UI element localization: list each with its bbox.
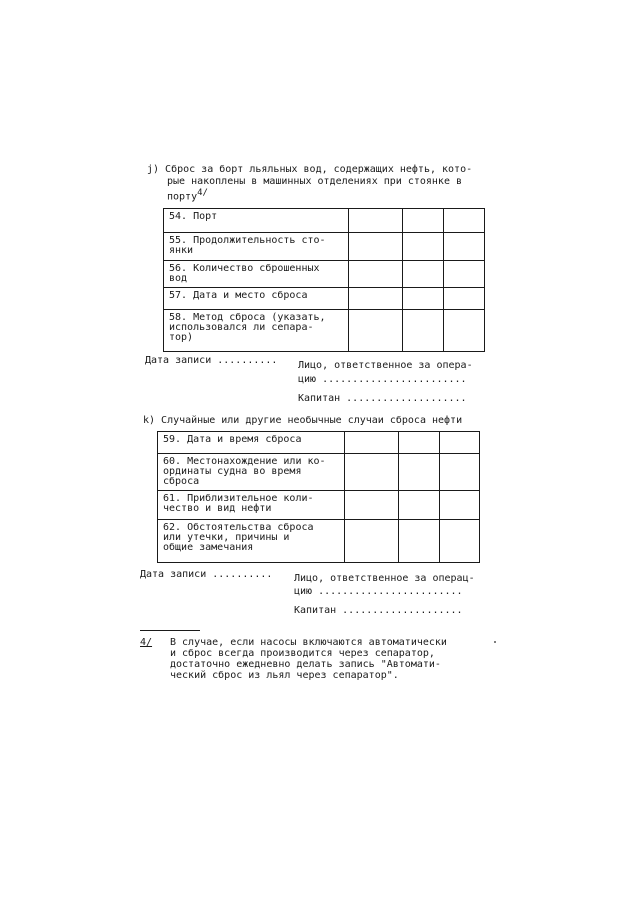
entry-cell[interactable] bbox=[348, 233, 403, 261]
entry-cell[interactable] bbox=[403, 310, 444, 352]
entry-cell[interactable] bbox=[444, 233, 485, 261]
entry-cell[interactable] bbox=[440, 432, 480, 454]
section-k-heading: k) Случайные или другие необычные случаи сброса нефти bbox=[143, 415, 463, 426]
entry-cell[interactable] bbox=[344, 491, 399, 520]
section-j-heading-line1: j) Сброс за борт льяльных вод, содержащих нефть, кото- bbox=[147, 164, 473, 175]
entry-cell[interactable] bbox=[348, 310, 403, 352]
entry-cell[interactable] bbox=[399, 491, 440, 520]
section-j-table bbox=[163, 208, 485, 352]
section-j-heading-line3 bbox=[167, 188, 208, 202]
entry-cell[interactable] bbox=[444, 288, 485, 310]
entry-cell[interactable] bbox=[444, 209, 485, 233]
table-row bbox=[158, 432, 480, 454]
table-row bbox=[158, 454, 480, 491]
entry-cell[interactable] bbox=[403, 261, 444, 288]
entry-cell[interactable] bbox=[348, 209, 403, 233]
responsible-person-k-line1: Лицо, ответственное за операц- bbox=[294, 573, 475, 584]
table-row bbox=[158, 520, 480, 563]
record-date-k: Дата записи .......... bbox=[140, 569, 273, 580]
entry-cell[interactable] bbox=[344, 454, 399, 491]
entry-cell[interactable] bbox=[440, 454, 480, 491]
footnote-reference: 4/ bbox=[197, 188, 208, 198]
row-label-60: 60. Местонахождение или ко- ординаты судна во время сброса bbox=[158, 454, 345, 491]
entry-cell[interactable] bbox=[399, 454, 440, 491]
table-row bbox=[158, 491, 480, 520]
row-label-56: 56. Количество сброшенных вод bbox=[164, 261, 349, 288]
entry-cell[interactable] bbox=[399, 520, 440, 563]
row-label-61: 61. Приблизительное коли- чество и вид нефти bbox=[158, 491, 345, 520]
entry-cell[interactable] bbox=[440, 520, 480, 563]
table-row bbox=[164, 209, 485, 233]
scan-speck bbox=[494, 641, 496, 643]
responsible-person-k-line2: цию ........................ bbox=[294, 586, 463, 597]
entry-cell[interactable] bbox=[399, 432, 440, 454]
footnote-separator bbox=[140, 630, 200, 631]
entry-cell[interactable] bbox=[440, 491, 480, 520]
captain-signature-k: Капитан .................... bbox=[294, 605, 463, 616]
entry-cell[interactable] bbox=[344, 432, 399, 454]
footnote-marker: 4/ bbox=[140, 637, 153, 648]
table-row bbox=[164, 233, 485, 261]
row-label-58: 58. Метод сброса (указать, использовался ли сепара- тор) bbox=[164, 310, 349, 352]
entry-cell[interactable] bbox=[403, 233, 444, 261]
responsible-person-j-line1: Лицо, ответственное за опера- bbox=[298, 360, 473, 371]
section-j-heading-port: порту bbox=[167, 191, 198, 203]
row-label-55: 55. Продолжительность сто- янки bbox=[164, 233, 349, 261]
table-row bbox=[164, 261, 485, 288]
row-label-59: 59. Дата и время сброса bbox=[158, 432, 345, 454]
footnote-text: В случае, если насосы включаются автоматически и сброс всегда производится через сепаратор, достаточно ежедневно делать запись "Автомати- ческий сброс из льял через сепаратор". bbox=[170, 637, 447, 681]
entry-cell[interactable] bbox=[444, 261, 485, 288]
section-j-heading-line2: рые накоплены в машинных отделениях при стоянке в bbox=[167, 176, 463, 187]
record-date-j: Дата записи .......... bbox=[145, 355, 278, 366]
entry-cell[interactable] bbox=[348, 261, 403, 288]
table-row bbox=[164, 310, 485, 352]
entry-cell[interactable] bbox=[344, 520, 399, 563]
row-label-62: 62. Обстоятельства сброса или утечки, причины и общие замечания bbox=[158, 520, 345, 563]
entry-cell[interactable] bbox=[403, 209, 444, 233]
row-label-57: 57. Дата и место сброса bbox=[164, 288, 349, 310]
entry-cell[interactable] bbox=[444, 310, 485, 352]
responsible-person-j-line2: цию ........................ bbox=[298, 374, 467, 385]
row-label-54: 54. Порт bbox=[164, 209, 349, 233]
table-row bbox=[164, 288, 485, 310]
captain-signature-j: Капитан .................... bbox=[298, 393, 467, 404]
entry-cell[interactable] bbox=[348, 288, 403, 310]
entry-cell[interactable] bbox=[403, 288, 444, 310]
section-k-table bbox=[157, 431, 480, 563]
